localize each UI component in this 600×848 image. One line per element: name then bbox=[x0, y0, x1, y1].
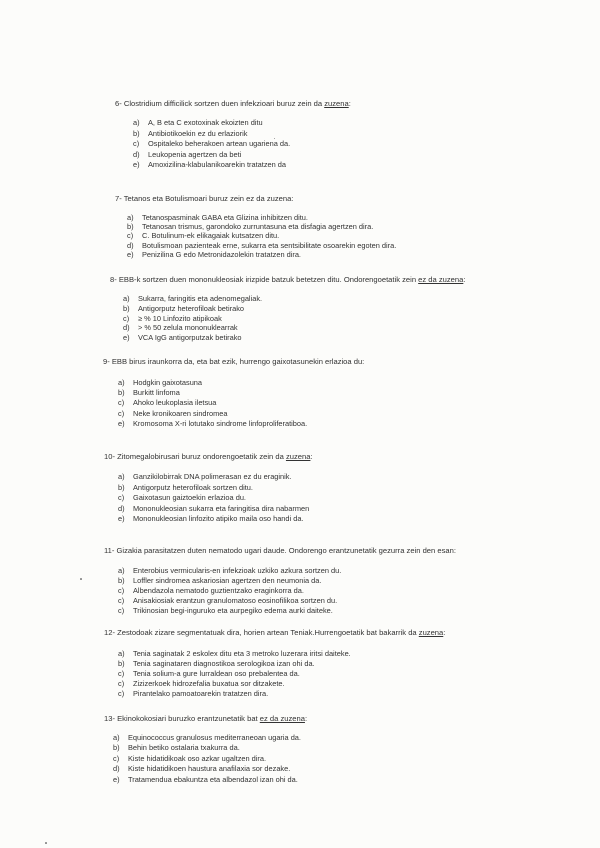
option-text: Tetanospasminak GABA eta Glizina inhibitzen ditu. bbox=[142, 213, 308, 222]
question-stem bbox=[103, 357, 364, 366]
option-letter: d) bbox=[133, 149, 140, 159]
option bbox=[118, 576, 341, 586]
option-text: Trikinosian begi-inguruko eta aurpegiko edema aurki daiteke. bbox=[133, 606, 333, 616]
option-letter: c) bbox=[118, 606, 125, 616]
options-list bbox=[118, 472, 309, 525]
stem-text: 10- Zitomegalobirusari buruz ondorengoetatik zein da bbox=[104, 452, 286, 461]
option bbox=[123, 304, 262, 314]
option-letter: c) bbox=[113, 753, 120, 763]
options-list bbox=[113, 733, 301, 785]
option-letter: a) bbox=[113, 733, 120, 742]
option bbox=[118, 679, 351, 689]
options-list bbox=[123, 294, 262, 343]
question-stem bbox=[115, 194, 293, 203]
option bbox=[133, 160, 290, 171]
option-text: Antigorputz heterofiloak sortzen ditu. bbox=[133, 482, 253, 492]
scan-speck bbox=[274, 138, 275, 139]
option-text: Enterobius vermicularis-en infekzioak uzkiko azkura sortzen du. bbox=[133, 566, 342, 575]
option bbox=[118, 409, 307, 419]
option-text: Tetanosan trismus, garondoko zurruntasuna eta disfagia agertzen dira. bbox=[142, 222, 374, 232]
option bbox=[118, 398, 307, 408]
scan-speck bbox=[80, 578, 82, 580]
option-letter: b) bbox=[118, 576, 125, 586]
option-text: Amoxizilina-klabulanikoarekin tratatzen da bbox=[148, 160, 287, 170]
stem-underlined: zuzena bbox=[324, 99, 349, 108]
option bbox=[113, 733, 301, 743]
options-list bbox=[118, 566, 341, 616]
option bbox=[118, 596, 341, 606]
option-text: Pirantelako pamoatoarekin tratatzen dira. bbox=[133, 689, 269, 699]
option-letter: c) bbox=[127, 231, 134, 241]
option-text: Antibiotikoekin ez du erlaziorik bbox=[148, 128, 248, 138]
option-text: > % 50 zelula mononuklearrak bbox=[138, 323, 238, 333]
option-text: Kromosoma X-ri lotutako sindrome linfoproliferatiboa. bbox=[133, 418, 308, 428]
option-letter: d) bbox=[123, 323, 130, 333]
option bbox=[118, 566, 341, 576]
option-text: ≥ % 10 Linfozito atipikoak bbox=[138, 313, 222, 323]
option bbox=[113, 775, 301, 785]
options-list bbox=[118, 378, 307, 429]
option bbox=[133, 129, 290, 140]
option-letter: c) bbox=[118, 596, 125, 606]
option-letter: e) bbox=[113, 774, 120, 784]
question-stem bbox=[115, 99, 351, 108]
options-list bbox=[127, 213, 396, 259]
option-letter: b) bbox=[133, 128, 140, 138]
option-letter: a) bbox=[133, 118, 140, 127]
option-letter: a) bbox=[118, 649, 125, 658]
stem-end: : bbox=[463, 275, 466, 284]
option-letter: e) bbox=[118, 514, 125, 523]
option-letter: b) bbox=[127, 222, 134, 232]
option-letter: a) bbox=[123, 294, 130, 303]
option bbox=[118, 606, 341, 616]
option-letter: d) bbox=[118, 503, 125, 513]
option-text: VCA IgG antigorputzak betirako bbox=[138, 333, 242, 343]
option-letter: b) bbox=[118, 482, 125, 492]
stem-text: 11- Gizakia parasitatzen duten nematodo ugari daude. Ondorengo erantzunetatik gezurra zein den esan: bbox=[104, 546, 456, 555]
option-letter: a) bbox=[118, 566, 125, 575]
option-text: Tenia solium-a gure lurraldean oso prebalentea da. bbox=[133, 669, 300, 679]
option bbox=[123, 294, 262, 304]
option-text: Albendazola nematodo guztientzako eraginkorra da. bbox=[133, 586, 304, 596]
option bbox=[127, 241, 396, 250]
question-stem bbox=[110, 275, 465, 284]
option-text: Leukopenia agertzen da beti bbox=[148, 149, 242, 159]
option-text: Equinococcus granulosus mediterraneoan ugaria da. bbox=[128, 733, 301, 742]
question-stem bbox=[104, 714, 307, 723]
option-letter: b) bbox=[113, 743, 120, 753]
option bbox=[118, 472, 309, 483]
option bbox=[118, 649, 351, 659]
option bbox=[118, 514, 309, 525]
option-letter: c) bbox=[133, 139, 140, 149]
option-text: Tratamendua ebakuntza eta albendazol izan ohi da. bbox=[128, 774, 298, 784]
stem-text: 9- EBB birus iraunkorra da, eta bat ezik, hurrengo gaixotasunekin erlazioa du: bbox=[103, 357, 365, 366]
options-list bbox=[133, 118, 290, 171]
option-letter: a) bbox=[118, 378, 125, 387]
option bbox=[113, 764, 301, 774]
option-text: Botulismoan pazienteak erne, sukarra eta sentsibilitate osoarekin egoten dira. bbox=[142, 240, 397, 250]
option-letter: a) bbox=[127, 213, 134, 222]
stem-end: : bbox=[443, 628, 446, 637]
options-list bbox=[118, 649, 351, 699]
option bbox=[123, 333, 262, 343]
option-text: Mononukleosian linfozito atipiko maila oso handi da. bbox=[133, 514, 304, 523]
option-letter: c) bbox=[118, 398, 125, 408]
option-text: Penizilina G edo Metronidazolekin tratatzen dira. bbox=[142, 249, 301, 259]
option-text: Gaixotasun gaiztoekin erlazioa du. bbox=[133, 493, 246, 502]
scan-speck bbox=[45, 842, 47, 844]
option-letter: d) bbox=[113, 764, 120, 774]
option-letter: b) bbox=[118, 388, 125, 398]
option-text: Loffler sindromea askariosian agertzen den neumonia da. bbox=[133, 576, 322, 586]
option-letter: a) bbox=[118, 472, 125, 481]
option-letter: e) bbox=[123, 333, 130, 343]
option-text: Mononukleosian sukarra eta faringitisa dira nabarmen bbox=[133, 503, 310, 513]
option-text: Ganzikilobirrak DNA polimerasan ez du eraginik. bbox=[133, 472, 292, 481]
option bbox=[113, 743, 301, 753]
option-letter: e) bbox=[127, 249, 134, 259]
stem-end: : bbox=[310, 452, 313, 461]
option-text: Anisakiosiak erantzun granulomatoso eosinofilikoa sortzen du. bbox=[133, 596, 338, 606]
option bbox=[118, 504, 309, 515]
option bbox=[127, 222, 396, 231]
option-letter: e) bbox=[118, 418, 125, 428]
stem-end: : bbox=[304, 714, 308, 723]
stem-text: 6- Clostridium difficilick sortzen duen infekzioari buruz zein da bbox=[115, 99, 325, 108]
option bbox=[118, 493, 309, 504]
option bbox=[127, 231, 396, 240]
option bbox=[118, 689, 351, 699]
stem-text: 8- EBB-k sortzen duen mononukleosiak irizpide batzuk betetzen ditu. Ondorengoetatik zein bbox=[110, 275, 419, 284]
option bbox=[118, 669, 351, 679]
option bbox=[127, 250, 396, 259]
option bbox=[133, 139, 290, 150]
option-text: Hodgkin gaixotasuna bbox=[133, 378, 203, 387]
option-text: Zizizerkoek hidrozefalia buxatua sor ditzakete. bbox=[133, 679, 285, 689]
option-text: Kiste hidatidikoak oso azkar ugaltzen dira. bbox=[128, 753, 267, 763]
option-letter: e) bbox=[133, 160, 140, 170]
question-stem bbox=[104, 628, 445, 637]
option-text: Kiste hidatidikoen haustura anafilaxia sor dezake. bbox=[128, 764, 291, 774]
option bbox=[118, 378, 307, 388]
stem-end: : bbox=[348, 99, 351, 108]
option-text: Behin betiko ostalaria txakurra da. bbox=[128, 743, 240, 753]
option-letter: b) bbox=[118, 659, 125, 669]
question-stem bbox=[104, 546, 456, 555]
option bbox=[113, 754, 301, 764]
option bbox=[118, 659, 351, 669]
option-letter: c) bbox=[118, 679, 125, 689]
option-text: Ahoko leukoplasia iletsua bbox=[133, 398, 217, 408]
option bbox=[127, 213, 396, 222]
option-text: Tenia saginataren diagnostikoa serologikoa izan ohi da. bbox=[133, 659, 315, 669]
option-text: Neke kronikoaren sindromea bbox=[133, 408, 228, 418]
option-text: A, B eta C exotoxinak ekoizten ditu bbox=[148, 118, 263, 127]
stem-text: 7- Tetanos eta Botulismoari buruz zein ez da zuzena: bbox=[115, 194, 294, 203]
option-letter: b) bbox=[123, 303, 130, 313]
option-letter: c) bbox=[118, 408, 125, 418]
option-text: Burkitt linfoma bbox=[133, 388, 180, 398]
option bbox=[133, 118, 290, 129]
stem-underlined: zuzena bbox=[418, 628, 444, 637]
option-letter: c) bbox=[123, 313, 130, 323]
stem-text: 12- Zestodoak zizare segmentatuak dira, horien artean Teniak.Hurrengoetatik bat bakarrik da bbox=[104, 628, 419, 637]
stem-underlined: ez da zuzena bbox=[418, 275, 464, 284]
option-letter: c) bbox=[118, 669, 125, 679]
stem-underlined: zuzena bbox=[285, 452, 311, 461]
option bbox=[118, 586, 341, 596]
option bbox=[133, 150, 290, 161]
option-text: Sukarra, faringitis eta adenomegaliak. bbox=[138, 294, 263, 303]
option-text: Tenia saginatak 2 eskolex ditu eta 3 metroko luzerara iritsi daiteke. bbox=[133, 649, 351, 658]
stem-text: 13- Ekinokokosiari buruzko erantzunetatik bat bbox=[104, 714, 260, 723]
option bbox=[118, 483, 309, 494]
option bbox=[123, 314, 262, 324]
option bbox=[123, 323, 262, 333]
stem-underlined: ez da zuzena bbox=[259, 714, 305, 723]
option-text: Antigorputz heterofiloak betirako bbox=[138, 303, 244, 313]
option-text: C. Botulinum-ek elikagaiak kutsatzen ditu. bbox=[142, 231, 280, 241]
option bbox=[118, 388, 307, 398]
option bbox=[118, 419, 307, 429]
option-letter: c) bbox=[118, 586, 125, 596]
option-letter: d) bbox=[127, 240, 134, 250]
option-letter: c) bbox=[118, 493, 125, 502]
option-letter: c) bbox=[118, 689, 125, 699]
option-text: Ospitaleko beherakoen artean ugariena da. bbox=[148, 139, 291, 149]
question-stem bbox=[104, 452, 313, 461]
